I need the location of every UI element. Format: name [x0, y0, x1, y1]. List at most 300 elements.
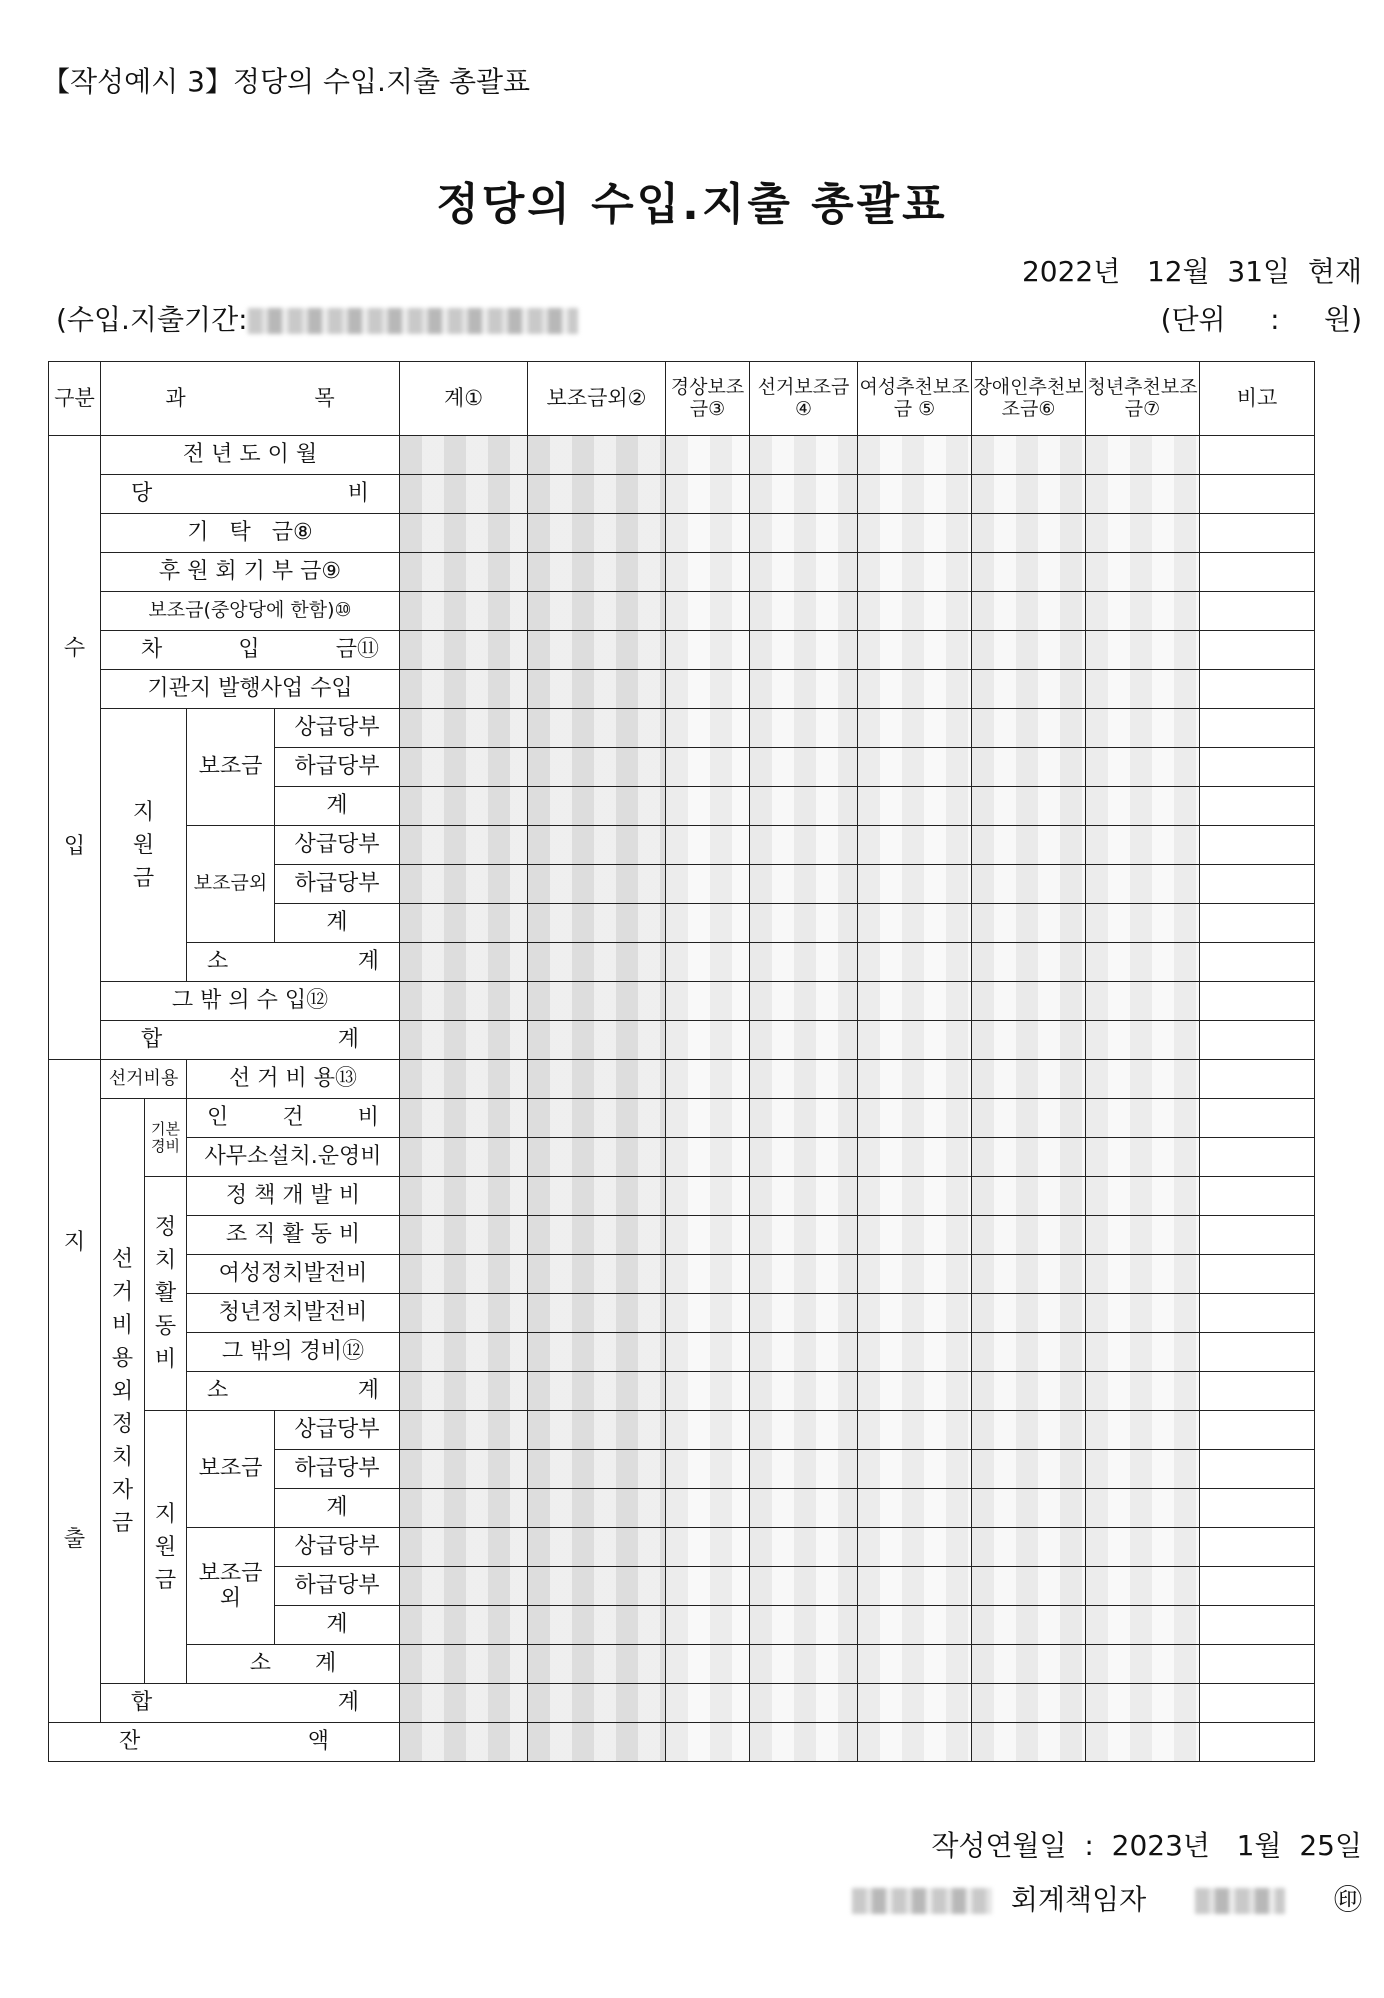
value-cell-col1 [400, 1138, 528, 1177]
value-cell-col7 [1086, 943, 1200, 982]
value-cell-col7 [1086, 553, 1200, 592]
political-subtotal-2: 계 [357, 1378, 379, 1404]
value-cell-col2 [528, 709, 666, 748]
value-cell-col6 [972, 1684, 1086, 1723]
value-cell-col2 [528, 1177, 666, 1216]
value-cell-col4 [750, 787, 858, 826]
row-youth [49, 1294, 1315, 1333]
value-cell-col6 [972, 826, 1086, 865]
political-label: 정 치 활 동 비 [145, 1177, 187, 1411]
row-income-support-subtotal [49, 943, 1315, 982]
value-cell-col3 [666, 1216, 750, 1255]
value-cell-col5 [858, 1255, 972, 1294]
value-cell-col6 [972, 1411, 1086, 1450]
remark-cell [1200, 865, 1315, 904]
value-cell-col5 [858, 904, 972, 943]
balance-label [49, 1723, 400, 1762]
value-cell-col6 [972, 1489, 1086, 1528]
redacted-party [852, 1888, 992, 1914]
value-cell-col1 [400, 1099, 528, 1138]
value-cell-col3 [666, 1099, 750, 1138]
value-cell-col7 [1086, 1216, 1200, 1255]
row-income-nonsubsidy-upper [49, 826, 1315, 865]
income-nonsubsidy-upper: 상급당부 [275, 826, 400, 865]
party-fee-1: 당 [131, 481, 153, 507]
value-cell-col4 [750, 904, 858, 943]
value-cell-col2 [528, 1489, 666, 1528]
value-cell-col3 [666, 826, 750, 865]
income-label-bottom: 입 [63, 834, 86, 859]
youth-label: 청년정치발전비 [187, 1294, 400, 1333]
value-cell-col1 [400, 865, 528, 904]
personnel-1: 인 [207, 1105, 229, 1131]
income-nonsubsidy-total: 계 [275, 904, 400, 943]
row-expense-subsidy-upper [49, 1411, 1315, 1450]
header-col7: 청년추천보조금⑦ [1086, 362, 1200, 436]
value-cell-col1 [400, 826, 528, 865]
value-cell-col1 [400, 631, 528, 670]
value-cell-col4 [750, 1372, 858, 1411]
value-cell-col2 [528, 1138, 666, 1177]
value-cell-col2 [528, 475, 666, 514]
income-support-label: 지 원 금 [101, 709, 187, 982]
value-cell-col1 [400, 475, 528, 514]
value-cell-col5 [858, 1450, 972, 1489]
expense-sum-2: 계 [337, 1690, 359, 1716]
other-income-label: 그 밖 의 수 입⑫ [101, 982, 400, 1021]
redacted-signer [1195, 1888, 1285, 1914]
value-cell-col1 [400, 1177, 528, 1216]
value-cell-col7 [1086, 982, 1200, 1021]
value-cell-col4 [750, 1489, 858, 1528]
remark-cell [1200, 1372, 1315, 1411]
remark-cell [1200, 982, 1315, 1021]
value-cell-col5 [858, 1528, 972, 1567]
document-title: 정당의 수입.지출 총괄표 [436, 179, 948, 230]
value-cell-col3 [666, 1450, 750, 1489]
period-label-text: (수입.지출기간: [56, 303, 248, 336]
row-office [49, 1138, 1315, 1177]
value-cell-col1 [400, 1723, 528, 1762]
row-income-sum [49, 1021, 1315, 1060]
political-subtotal-1: 소 [207, 1378, 229, 1404]
value-cell-col1 [400, 904, 528, 943]
value-cell-col2 [528, 514, 666, 553]
value-cell-col6 [972, 592, 1086, 631]
value-cell-col4 [750, 1606, 858, 1645]
value-cell-col5 [858, 1684, 972, 1723]
value-cell-col4 [750, 592, 858, 631]
value-cell-col5 [858, 1099, 972, 1138]
income-sum-1: 합 [141, 1027, 163, 1053]
value-cell-col1 [400, 1372, 528, 1411]
personnel-3: 비 [357, 1105, 379, 1131]
ledger-table [48, 361, 1315, 1762]
value-cell-col1 [400, 1021, 528, 1060]
value-cell-col3 [666, 904, 750, 943]
row-policy [49, 1177, 1315, 1216]
value-cell-col7 [1086, 1255, 1200, 1294]
value-cell-col2 [528, 1099, 666, 1138]
loan-1: 차 [141, 637, 163, 663]
value-cell-col2 [528, 1645, 666, 1684]
expense-subsidy-total: 계 [275, 1489, 400, 1528]
value-cell-col4 [750, 631, 858, 670]
value-cell-col4 [750, 865, 858, 904]
row-other-income [49, 982, 1315, 1021]
value-cell-col3 [666, 709, 750, 748]
value-cell-col1 [400, 514, 528, 553]
row-balance [49, 1723, 1315, 1762]
remark-cell [1200, 1684, 1315, 1723]
row-party-fee [49, 475, 1315, 514]
value-cell-col4 [750, 1216, 858, 1255]
value-cell-col5 [858, 631, 972, 670]
loan-3: 금⑪ [335, 637, 379, 663]
other-expense-label: 그 밖의 경비⑫ [187, 1333, 400, 1372]
value-cell-col5 [858, 787, 972, 826]
value-cell-col5 [858, 1138, 972, 1177]
value-cell-col3 [666, 1723, 750, 1762]
remark-cell [1200, 1177, 1315, 1216]
value-cell-col5 [858, 514, 972, 553]
income-subsidy-lower: 하급당부 [275, 748, 400, 787]
value-cell-col6 [972, 982, 1086, 1021]
value-cell-col5 [858, 709, 972, 748]
donation-label: 후 원 회 기 부 금⑨ [101, 553, 400, 592]
value-cell-col6 [972, 943, 1086, 982]
value-cell-col2 [528, 748, 666, 787]
value-cell-col5 [858, 826, 972, 865]
value-cell-col2 [528, 1333, 666, 1372]
expense-subtotal-1: 소 [249, 1651, 271, 1677]
value-cell-col7 [1086, 1060, 1200, 1099]
value-cell-col7 [1086, 1567, 1200, 1606]
remark-cell [1200, 1528, 1315, 1567]
prev-balance-label: 전 년 도 이 월 [101, 436, 400, 475]
value-cell-col1 [400, 436, 528, 475]
remark-cell [1200, 904, 1315, 943]
policy-label: 정 책 개 발 비 [187, 1177, 400, 1216]
personnel-2: 건 [282, 1105, 304, 1131]
document-date: 2022년 12월 31일 현재 [1021, 255, 1362, 288]
value-cell-col1 [400, 982, 528, 1021]
value-cell-col2 [528, 1684, 666, 1723]
value-cell-col5 [858, 1294, 972, 1333]
expense-nonsubsidy-upper: 상급당부 [275, 1528, 400, 1567]
value-cell-col7 [1086, 514, 1200, 553]
value-cell-col3 [666, 592, 750, 631]
value-cell-col4 [750, 1684, 858, 1723]
value-cell-col6 [972, 1138, 1086, 1177]
value-cell-col5 [858, 1177, 972, 1216]
expense-label-top: 지 [63, 1230, 86, 1255]
expense-support-label: 지 원 금 [145, 1411, 187, 1684]
value-cell-col7 [1086, 904, 1200, 943]
value-cell-col6 [972, 1294, 1086, 1333]
row-gazette [49, 670, 1315, 709]
value-cell-col2 [528, 787, 666, 826]
value-cell-col4 [750, 1021, 858, 1060]
value-cell-col3 [666, 514, 750, 553]
value-cell-col2 [528, 1060, 666, 1099]
balance-2: 액 [307, 1729, 329, 1755]
value-cell-col1 [400, 709, 528, 748]
value-cell-col5 [858, 1333, 972, 1372]
value-cell-col4 [750, 1099, 858, 1138]
value-cell-col3 [666, 865, 750, 904]
value-cell-col7 [1086, 1372, 1200, 1411]
row-political-subtotal [49, 1372, 1315, 1411]
value-cell-col3 [666, 748, 750, 787]
value-cell-col3 [666, 1684, 750, 1723]
value-cell-col3 [666, 982, 750, 1021]
remark-cell [1200, 631, 1315, 670]
value-cell-col1 [400, 1645, 528, 1684]
value-cell-col7 [1086, 1606, 1200, 1645]
remark-cell [1200, 436, 1315, 475]
value-cell-col4 [750, 1645, 858, 1684]
value-cell-col1 [400, 1567, 528, 1606]
expense-support-subtotal [187, 1645, 400, 1684]
value-cell-col6 [972, 1645, 1086, 1684]
header-row [49, 362, 1315, 436]
value-cell-col3 [666, 1528, 750, 1567]
party-fee-label [101, 475, 400, 514]
income-subtotal-2: 계 [357, 949, 379, 975]
value-cell-col4 [750, 1294, 858, 1333]
header-remarks: 비고 [1200, 362, 1315, 436]
loan-2: 입 [238, 637, 260, 663]
header-subject [101, 362, 400, 436]
value-cell-col1 [400, 1411, 528, 1450]
row-other-expense [49, 1333, 1315, 1372]
value-cell-col2 [528, 826, 666, 865]
seal-mark: ㊞ [1333, 1883, 1362, 1916]
value-cell-col5 [858, 592, 972, 631]
party-fee-2: 비 [347, 481, 369, 507]
income-support-subtotal [187, 943, 400, 982]
value-cell-col5 [858, 1606, 972, 1645]
value-cell-col7 [1086, 1411, 1200, 1450]
value-cell-col5 [858, 982, 972, 1021]
value-cell-col1 [400, 1450, 528, 1489]
office-label: 사무소설치.운영비 [187, 1138, 400, 1177]
value-cell-col1 [400, 1060, 528, 1099]
value-cell-col3 [666, 1333, 750, 1372]
value-cell-col4 [750, 709, 858, 748]
value-cell-col1 [400, 1489, 528, 1528]
value-cell-col7 [1086, 1138, 1200, 1177]
deposit-label: 기 탁 금⑧ [101, 514, 400, 553]
row-expense-nonsubsidy-upper [49, 1528, 1315, 1567]
org-label: 조 직 활 동 비 [187, 1216, 400, 1255]
remark-cell [1200, 1021, 1315, 1060]
value-cell-col5 [858, 1411, 972, 1450]
expense-label [49, 1060, 101, 1723]
income-nonsubsidy-lower: 하급당부 [275, 865, 400, 904]
income-subsidy-label: 보조금 [187, 709, 275, 826]
remark-cell [1200, 1645, 1315, 1684]
value-cell-col4 [750, 1411, 858, 1450]
value-cell-col1 [400, 670, 528, 709]
remark-cell [1200, 1723, 1315, 1762]
value-cell-col5 [858, 1216, 972, 1255]
value-cell-col6 [972, 1021, 1086, 1060]
value-cell-col4 [750, 748, 858, 787]
value-cell-col3 [666, 1411, 750, 1450]
value-cell-col3 [666, 1177, 750, 1216]
signer-row [842, 1878, 1362, 1918]
value-cell-col2 [528, 436, 666, 475]
income-subtotal-1: 소 [207, 949, 229, 975]
value-cell-col6 [972, 748, 1086, 787]
value-cell-col4 [750, 826, 858, 865]
value-cell-col2 [528, 1294, 666, 1333]
income-label-top: 수 [63, 636, 86, 661]
value-cell-col5 [858, 1723, 972, 1762]
value-cell-col7 [1086, 631, 1200, 670]
value-cell-col2 [528, 982, 666, 1021]
value-cell-col6 [972, 553, 1086, 592]
value-cell-col4 [750, 1138, 858, 1177]
value-cell-col6 [972, 787, 1086, 826]
value-cell-col2 [528, 553, 666, 592]
value-cell-col4 [750, 1723, 858, 1762]
value-cell-col6 [972, 514, 1086, 553]
value-cell-col6 [972, 475, 1086, 514]
header-col4: 선거보조금④ [750, 362, 858, 436]
value-cell-col4 [750, 1528, 858, 1567]
value-cell-col6 [972, 904, 1086, 943]
remark-cell [1200, 943, 1315, 982]
income-label [49, 436, 101, 1060]
row-prev-balance [49, 436, 1315, 475]
value-cell-col1 [400, 1606, 528, 1645]
row-expense-sum [49, 1684, 1315, 1723]
expense-nonsubsidy-label: 보조금외 [187, 1528, 275, 1645]
income-subsidy-upper: 상급당부 [275, 709, 400, 748]
signer-title: 회계책임자 [1010, 1883, 1147, 1916]
value-cell-col5 [858, 475, 972, 514]
value-cell-col4 [750, 1567, 858, 1606]
expense-nonsubsidy-total: 계 [275, 1606, 400, 1645]
header-col3: 경상보조금③ [666, 362, 750, 436]
value-cell-col2 [528, 1450, 666, 1489]
value-cell-col3 [666, 1021, 750, 1060]
value-cell-col2 [528, 1216, 666, 1255]
row-loan [49, 631, 1315, 670]
value-cell-col6 [972, 1606, 1086, 1645]
income-subsidy-total: 계 [275, 787, 400, 826]
value-cell-col3 [666, 475, 750, 514]
personnel-label [187, 1099, 400, 1138]
value-cell-col6 [972, 1099, 1086, 1138]
remark-cell [1200, 1411, 1315, 1450]
value-cell-col5 [858, 943, 972, 982]
value-cell-col7 [1086, 748, 1200, 787]
example-title: 【작성예시 3】정당의 수입.지출 총괄표 [42, 65, 531, 98]
value-cell-col1 [400, 553, 528, 592]
value-cell-col5 [858, 1060, 972, 1099]
value-cell-col7 [1086, 1177, 1200, 1216]
value-cell-col7 [1086, 1489, 1200, 1528]
value-cell-col7 [1086, 787, 1200, 826]
value-cell-col4 [750, 982, 858, 1021]
value-cell-col6 [972, 1255, 1086, 1294]
value-cell-col2 [528, 592, 666, 631]
value-cell-col7 [1086, 1450, 1200, 1489]
value-cell-col6 [972, 631, 1086, 670]
value-cell-col2 [528, 1021, 666, 1060]
value-cell-col2 [528, 1723, 666, 1762]
value-cell-col1 [400, 1216, 528, 1255]
value-cell-col7 [1086, 865, 1200, 904]
header-col1: 계① [400, 362, 528, 436]
income-sum-2: 계 [337, 1027, 359, 1053]
remark-cell [1200, 709, 1315, 748]
value-cell-col5 [858, 1567, 972, 1606]
value-cell-col1 [400, 1333, 528, 1372]
value-cell-col6 [972, 1333, 1086, 1372]
value-cell-col6 [972, 1372, 1086, 1411]
header-col2: 보조금외② [528, 362, 666, 436]
basic-label: 기본경비 [145, 1099, 187, 1177]
value-cell-col2 [528, 631, 666, 670]
value-cell-col6 [972, 1528, 1086, 1567]
value-cell-col3 [666, 1138, 750, 1177]
value-cell-col7 [1086, 1333, 1200, 1372]
income-nonsubsidy-label: 보조금외 [187, 826, 275, 943]
value-cell-col4 [750, 1333, 858, 1372]
value-cell-col1 [400, 1255, 528, 1294]
remark-cell [1200, 592, 1315, 631]
remark-cell [1200, 1333, 1315, 1372]
remark-cell [1200, 1255, 1315, 1294]
remark-cell [1200, 1216, 1315, 1255]
value-cell-col1 [400, 943, 528, 982]
value-cell-col6 [972, 436, 1086, 475]
row-income-subsidy-upper [49, 709, 1315, 748]
value-cell-col6 [972, 709, 1086, 748]
value-cell-col7 [1086, 826, 1200, 865]
value-cell-col3 [666, 1645, 750, 1684]
value-cell-col7 [1086, 1723, 1200, 1762]
written-date: 작성연월일 : 2023년 1월 25일 [931, 1829, 1362, 1862]
gazette-label: 기관지 발행사업 수입 [101, 670, 400, 709]
remark-cell [1200, 1294, 1315, 1333]
header-subject-2: 목 [314, 386, 335, 411]
value-cell-col7 [1086, 436, 1200, 475]
header-subject-1: 과 [165, 386, 186, 411]
row-personnel [49, 1099, 1315, 1138]
value-cell-col6 [972, 865, 1086, 904]
value-cell-col5 [858, 436, 972, 475]
row-women [49, 1255, 1315, 1294]
women-label: 여성정치발전비 [187, 1255, 400, 1294]
redacted-period [248, 308, 578, 334]
value-cell-col6 [972, 1216, 1086, 1255]
value-cell-col3 [666, 1372, 750, 1411]
value-cell-col3 [666, 631, 750, 670]
remark-cell [1200, 670, 1315, 709]
value-cell-col3 [666, 1294, 750, 1333]
row-expense-support-subtotal [49, 1645, 1315, 1684]
period-label [56, 298, 578, 338]
value-cell-col3 [666, 1255, 750, 1294]
value-cell-col4 [750, 943, 858, 982]
header-category: 구분 [49, 362, 101, 436]
